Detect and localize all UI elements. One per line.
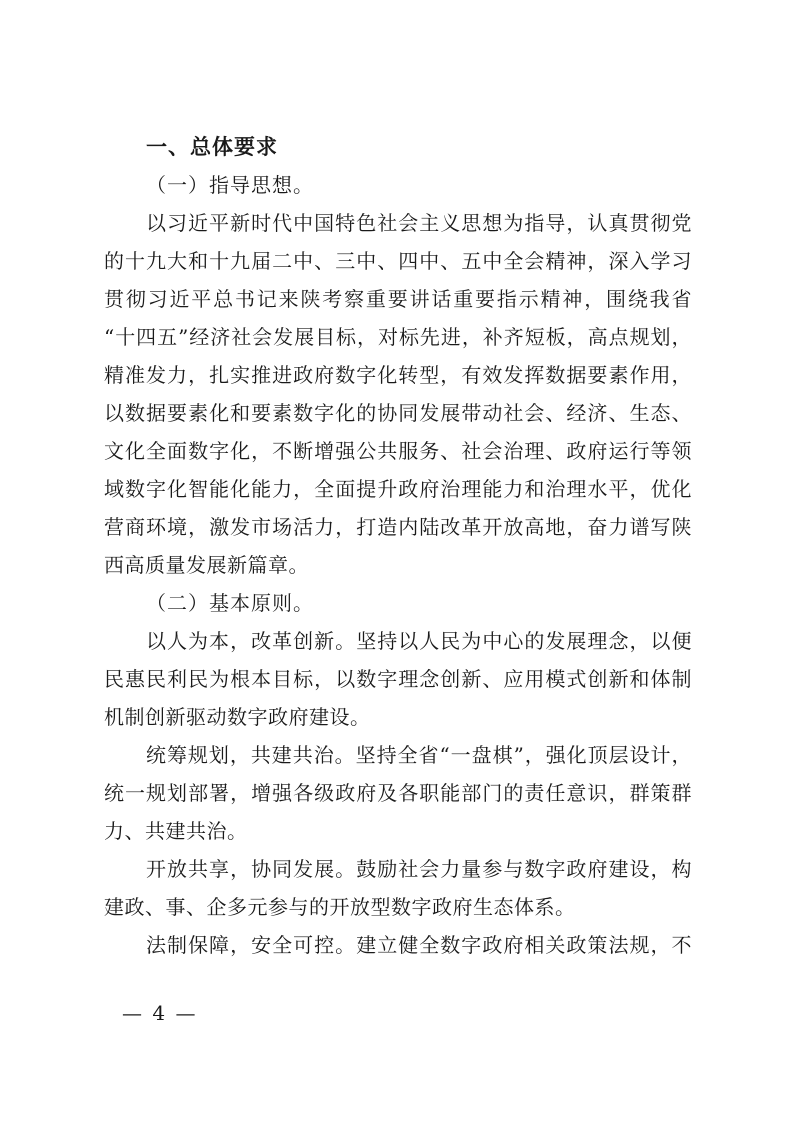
- subsection-title-guiding-ideology: （一）指导思想。: [146, 173, 314, 197]
- paragraph-open-sharing: [104, 850, 692, 926]
- paragraph-overall-planning: [104, 736, 692, 850]
- page-number: — 4 —: [122, 1001, 198, 1025]
- text-line: 开放共享，协同发展。鼓励社会力量参与数字政府建设，构: [146, 857, 692, 881]
- text-line: 域数字化智能化能力，全面提升政府治理能力和治理水平，优化: [104, 477, 692, 501]
- text-line: 西高质量发展新篇章。: [104, 553, 309, 577]
- text-line: 以习近平新时代中国特色社会主义思想为指导，认真贯彻党: [146, 211, 692, 235]
- paragraph-guiding-ideology: [104, 204, 692, 584]
- text-line: 文化全面数字化，不断增强公共服务、社会治理、政府运行等领: [104, 439, 692, 463]
- paragraph-people-oriented: [104, 622, 692, 736]
- text-line: 以数据要素化和要素数字化的协同发展带动社会、经济、生态、: [104, 401, 692, 425]
- text-line: 贯彻习近平总书记来陕考察重要讲话重要指示精神，围绕我省: [104, 287, 692, 311]
- text-line: 营商环境，激发市场活力，打造内陆改革开放高地，奋力谱写陕: [104, 515, 692, 539]
- subsection-title-basic-principles: （二）基本原则。: [146, 591, 314, 615]
- text-line: 法制保障，安全可控。建立健全数字政府相关政策法规，不: [146, 933, 692, 957]
- text-line: 统一规划部署，增强各级政府及各职能部门的责任意识，群策群: [104, 781, 692, 805]
- text-line: 民惠民利民为根本目标，以数字理念创新、应用模式创新和体制: [104, 667, 692, 691]
- text-line: “十四五”经济社会发展目标，对标先进，补齐短板，高点规划，: [104, 325, 692, 349]
- text-line: 精准发力，扎实推进政府数字化转型，有效发挥数据要素作用，: [104, 363, 692, 387]
- text-line: 统筹规划，共建共治。坚持全省“一盘棋”，强化顶层设计，: [146, 743, 692, 767]
- text-line: 机制创新驱动数字政府建设。: [104, 705, 371, 729]
- document-body: [104, 128, 692, 964]
- text-line: 力、共建共治。: [104, 819, 248, 843]
- section-heading: 一、总体要求: [146, 135, 278, 159]
- paragraph-legal-security: [104, 926, 692, 964]
- text-line: 建政、事、企多元参与的开放型数字政府生态体系。: [104, 895, 576, 919]
- text-line: 的十九大和十九届二中、三中、四中、五中全会精神，深入学习: [104, 249, 692, 273]
- text-line: 以人为本，改革创新。坚持以人民为中心的发展理念，以便: [146, 629, 692, 653]
